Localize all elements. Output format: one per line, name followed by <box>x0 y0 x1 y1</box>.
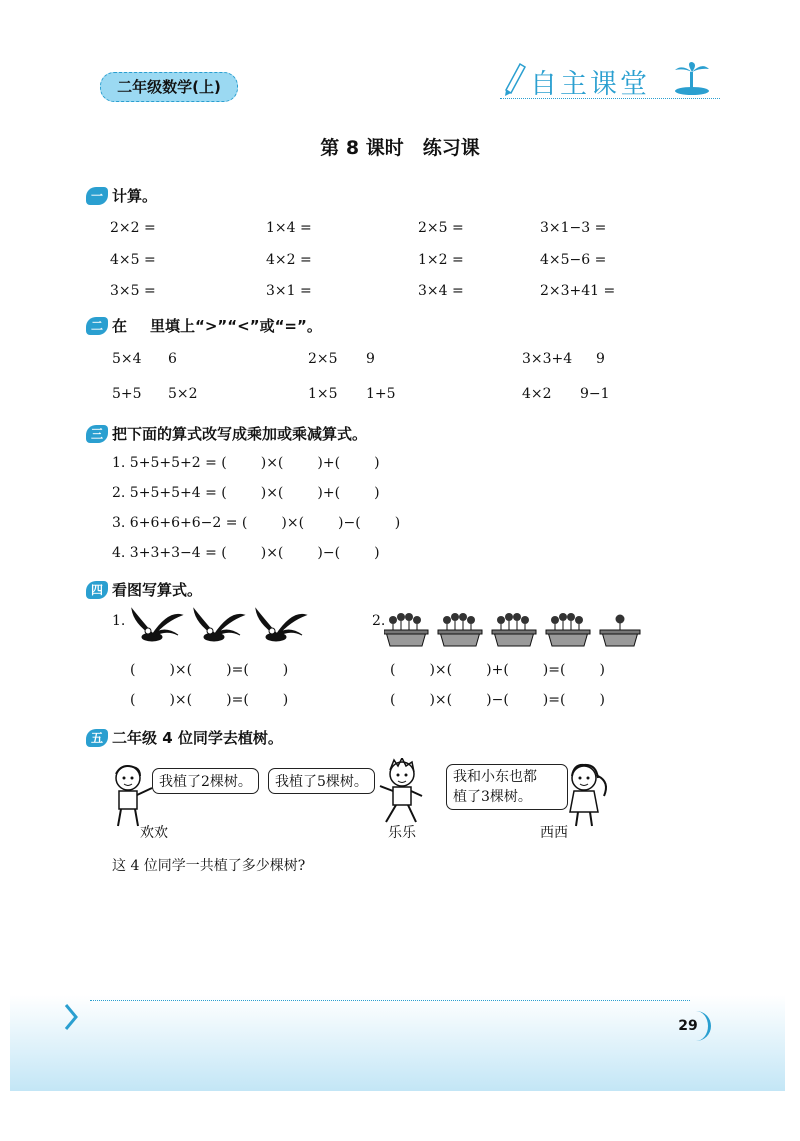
rewrite-expr: 1. 5+5+5+2 = <box>112 455 217 471</box>
operator: + <box>322 485 335 501</box>
compare-left: 5+5 <box>112 386 142 402</box>
picture-2-answer-row-2: ( )×( )−( )=( ) <box>390 692 605 708</box>
compare-right: 1+5 <box>366 386 396 402</box>
calc-item: 3×4 = <box>418 283 464 299</box>
calc-item: 3×5 = <box>110 283 156 299</box>
calc-item: 2×2 = <box>110 220 156 236</box>
name-lele: 乐乐 <box>388 825 416 841</box>
section-2-badge: 二 <box>86 317 108 335</box>
compare-right: 9 <box>596 351 605 367</box>
compare-left: 3×3+4 <box>522 351 573 367</box>
section-3-badge: 三 <box>86 425 108 443</box>
section-4-title: 看图写算式。 <box>112 581 203 599</box>
rewrite-item-3: 3. 6+6+6+6−2 = ( )×( )−( ) <box>112 515 401 531</box>
bubble-line: 植了3棵树。 <box>453 789 532 805</box>
section-1-badge: 一 <box>86 187 108 205</box>
name-huanhuan: 欢欢 <box>140 825 168 841</box>
girl-xixi-illustration <box>560 760 612 830</box>
compare-right: 9−1 <box>580 386 610 402</box>
picture-1-label: 1. <box>112 613 126 629</box>
section-4-badge: 四 <box>86 581 108 599</box>
name-xixi: 西西 <box>540 825 568 841</box>
header-divider <box>500 98 720 99</box>
paren-open: ( <box>221 545 227 561</box>
calc-item: 3×1 = <box>266 283 312 299</box>
section-3-title: 把下面的算式改写成乘加或乘减算式。 <box>112 425 368 443</box>
operator: + <box>322 455 335 471</box>
chevron-right-icon <box>62 1002 80 1032</box>
paren-open: ( <box>221 485 227 501</box>
section-5-badge: 五 <box>86 729 108 747</box>
picture-1-answer-row-2: ( )×( )=( ) <box>130 692 289 708</box>
leaf-bunches-illustration <box>120 605 320 647</box>
operator: − <box>343 515 356 531</box>
word-problem-question: 这 4 位同学一共植了多少棵树? <box>112 858 306 874</box>
bubble-line: 我和小东也都 <box>453 769 537 785</box>
compare-left: 5×4 <box>112 351 142 367</box>
calc-item: 4×5 = <box>110 252 156 268</box>
compare-right: 5×2 <box>168 386 198 402</box>
speech-bubble-huanhuan: 我植了2棵树。 <box>152 768 259 794</box>
rewrite-expr: 3. 6+6+6+6−2 = <box>112 515 238 531</box>
speech-bubble-lele: 我植了5棵树。 <box>268 768 375 794</box>
page-title: 第 8 课时 练习课 <box>320 137 480 159</box>
calc-item: 4×5−6 = <box>540 252 607 268</box>
section-2-title-b: 里填上“>”“<”或“=”。 <box>150 317 322 335</box>
calc-item: 1×2 = <box>418 252 464 268</box>
rewrite-expr: 2. 5+5+5+4 = <box>112 485 217 501</box>
grade-tag: 二年级数学(上) <box>100 72 238 102</box>
section-1-title: 计算。 <box>112 187 158 205</box>
calc-item: 2×5 = <box>418 220 464 236</box>
paren-open: ( <box>241 515 248 531</box>
boy-huanhuan-illustration <box>108 762 156 830</box>
calc-item: 3×1−3 = <box>540 220 607 236</box>
boy-lele-illustration <box>376 758 426 828</box>
rewrite-item-4: 4. 3+3+3−4 = ( )×( )−( ) <box>112 545 380 561</box>
calc-item: 2×3+41 = <box>540 283 616 299</box>
picture-1-answer-row-1: ( )×( )=( ) <box>130 662 289 678</box>
paren-open: ( <box>221 455 227 471</box>
section-5-title: 二年级 4 位同学去植树。 <box>112 729 283 747</box>
operator: − <box>322 545 335 561</box>
compare-left: 4×2 <box>522 386 552 402</box>
palm-tree-icon <box>672 60 712 96</box>
compare-right: 6 <box>168 351 177 367</box>
compare-left: 2×5 <box>308 351 338 367</box>
rewrite-item-1: 1. 5+5+5+2 = ( )×( )+( ) <box>112 455 380 471</box>
brand-title: 自主课堂 <box>530 69 650 100</box>
pencil-icon <box>498 58 528 98</box>
footer-divider <box>90 1000 690 1001</box>
calc-item: 4×2 = <box>266 252 312 268</box>
calc-item: 1×4 = <box>266 220 312 236</box>
compare-left: 1×5 <box>308 386 338 402</box>
flower-pots-illustration <box>384 608 644 648</box>
footer-band <box>10 995 785 1091</box>
rewrite-expr: 4. 3+3+3−4 = <box>112 545 217 561</box>
picture-2-label: 2. <box>372 613 386 629</box>
page-number: 29 <box>668 1011 711 1041</box>
speech-bubble-xixi <box>446 764 568 810</box>
compare-right: 9 <box>366 351 375 367</box>
rewrite-item-2: 2. 5+5+5+4 = ( )×( )+( ) <box>112 485 380 501</box>
picture-2-answer-row-1: ( )×( )+( )=( ) <box>390 662 605 678</box>
section-2-title-a: 在 <box>112 317 128 335</box>
